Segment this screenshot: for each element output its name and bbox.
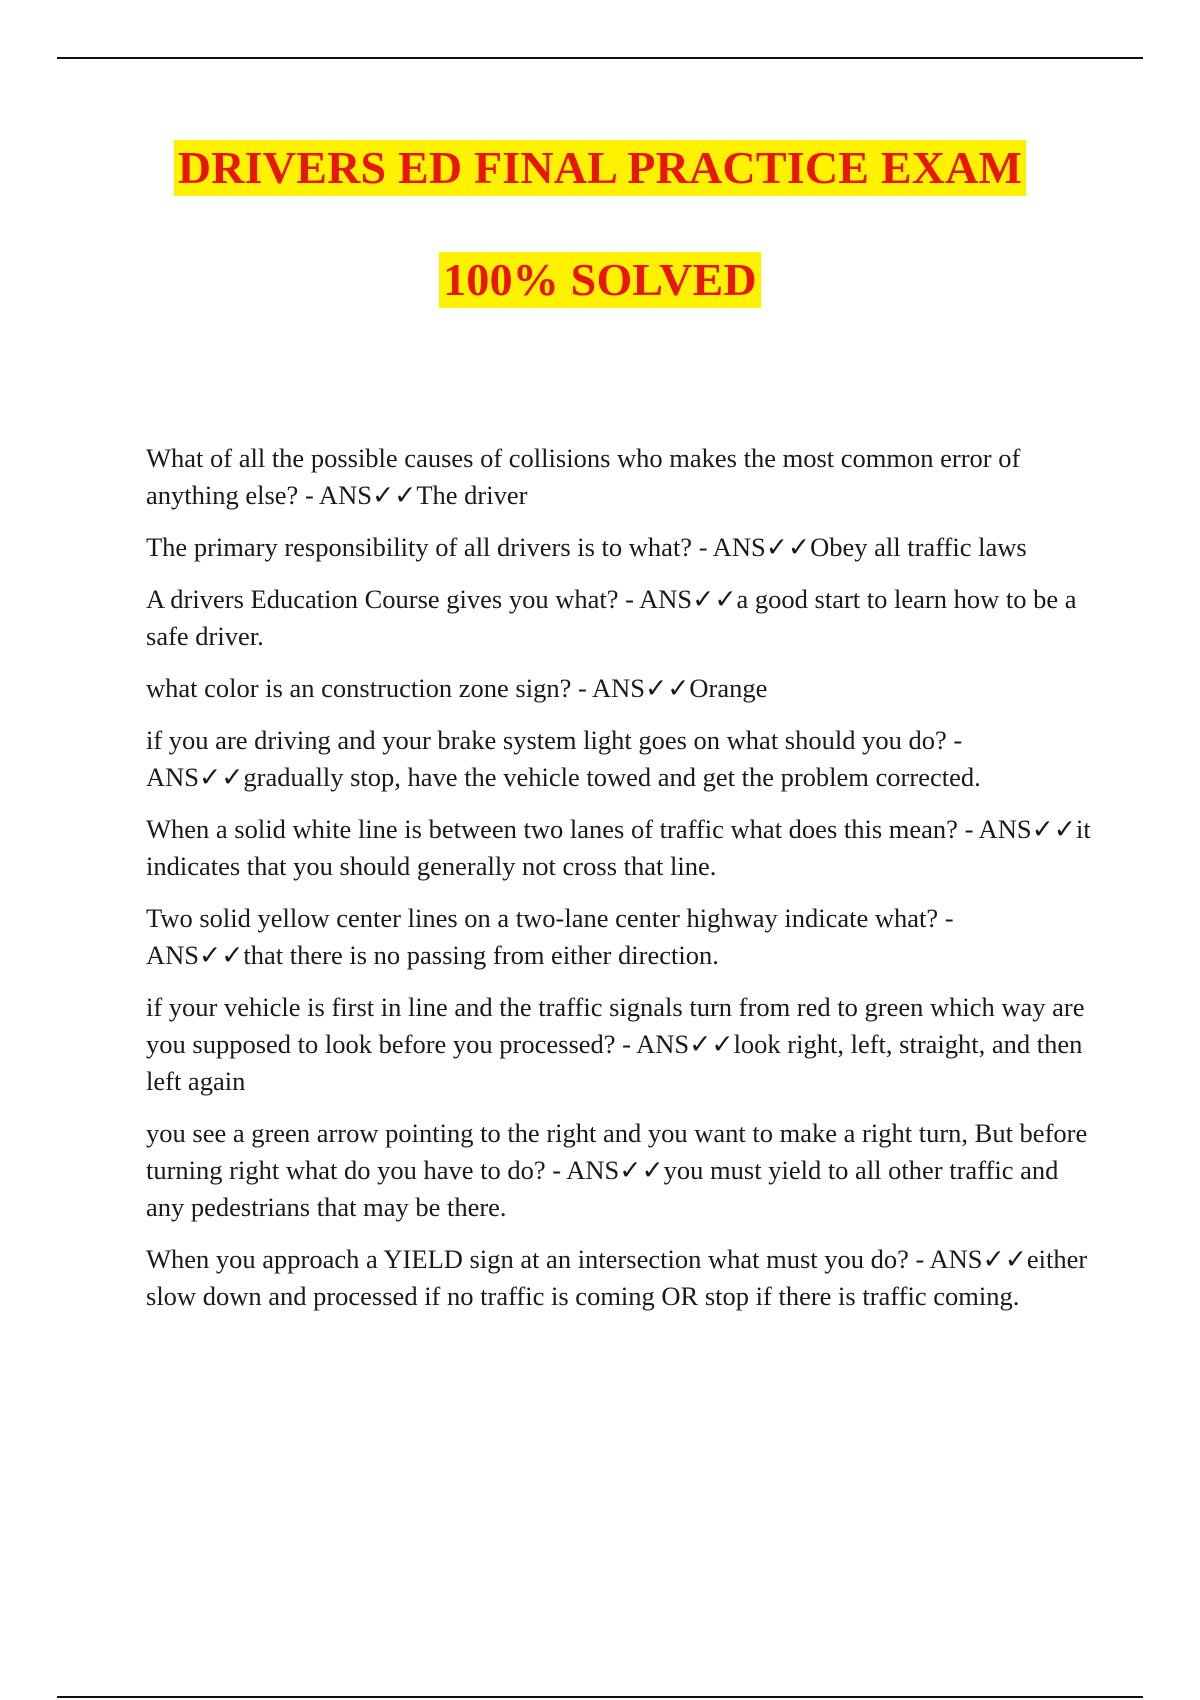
qa-item: what color is an construction zone sign? - ANS✓✓Orange — [146, 673, 768, 703]
qa-item: When you approach a YIELD sign at an intersection what must you do? - ANS✓✓either slow down and processed if no traffic is coming OR stop if there is traffic coming. — [146, 1244, 1088, 1311]
qa-item: Two solid yellow center lines on a two-lane center highway indicate what? - ANS✓✓that there is no passing from either direction. — [146, 903, 954, 970]
qa-item: A drivers Education Course gives you what? - ANS✓✓a good start to learn how to be a safe driver. — [146, 584, 1077, 651]
document-subtitle: 100% SOLVED — [439, 252, 761, 308]
qa-item: What of all the possible causes of collisions who makes the most common error of anything else? - ANS✓✓The driver — [146, 443, 1021, 510]
question-answer-list — [146, 440, 1091, 1330]
top-rule — [57, 57, 1143, 59]
bottom-rule — [57, 1696, 1143, 1698]
title-block — [0, 140, 1200, 308]
qa-item: if you are driving and your brake system light goes on what should you do? - ANS✓✓gradually stop, have the vehicle towed and get the problem corrected. — [146, 725, 981, 792]
qa-item: When a solid white line is between two lanes of traffic what does this mean? - ANS✓✓it indicates that you should generally not cross that line. — [146, 814, 1091, 881]
qa-item: if your vehicle is first in line and the traffic signals turn from red to green which way are you supposed to look before you processed? - ANS✓✓look right, left, straight, and then left again — [146, 992, 1085, 1096]
qa-item: The primary responsibility of all drivers is to what? - ANS✓✓Obey all traffic laws — [146, 532, 1027, 562]
document-title: DRIVERS ED FINAL PRACTICE EXAM — [174, 140, 1026, 196]
qa-item: you see a green arrow pointing to the right and you want to make a right turn, But before turning right what do you have to do? - ANS✓✓you must yield to all other traffic and any pedestrians that may be there. — [146, 1118, 1088, 1222]
